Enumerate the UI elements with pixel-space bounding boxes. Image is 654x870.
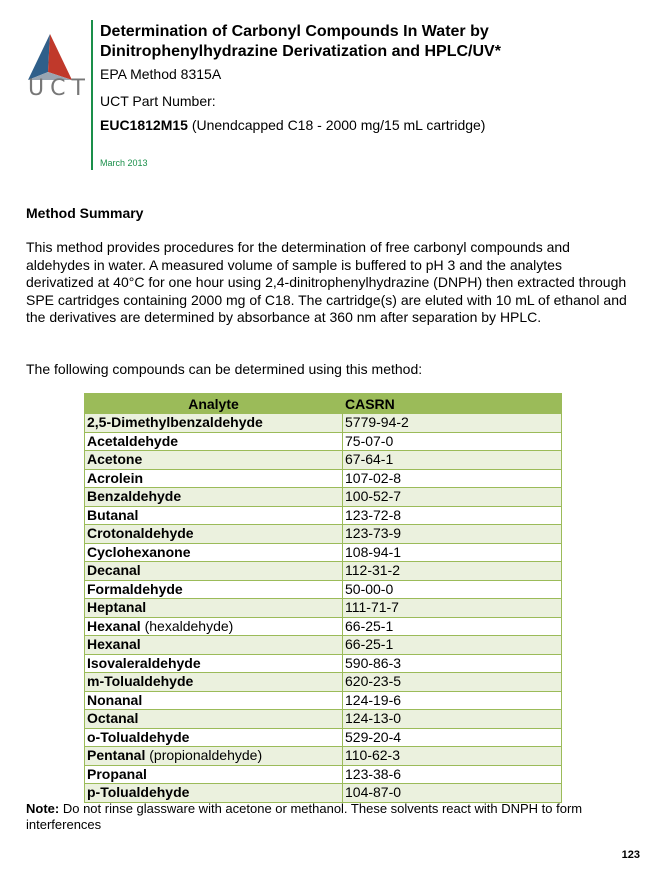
- analyte-cell: [85, 580, 343, 599]
- header-divider: [91, 20, 93, 170]
- analyte-name: Acetone: [87, 451, 143, 468]
- casrn-header: CASRN: [343, 394, 562, 414]
- casrn-cell: 108-94-1: [343, 543, 562, 562]
- analyte-name: Octanal: [87, 710, 139, 727]
- part-label: UCT Part Number:: [100, 93, 216, 109]
- analyte-name: m-Tolualdehyde: [87, 673, 194, 690]
- table-intro: The following compounds can be determined using this method:: [26, 361, 423, 377]
- table-row: [85, 728, 562, 747]
- casrn-cell: 123-73-9: [343, 525, 562, 544]
- analyte-name: Hexanal: [87, 617, 141, 634]
- table-row: [85, 469, 562, 488]
- table-row: [85, 432, 562, 451]
- table-row: [85, 451, 562, 470]
- analyte-cell: [85, 414, 343, 433]
- analyte-cell: [85, 691, 343, 710]
- epa-method: EPA Method 8315A: [100, 66, 222, 82]
- analyte-name: Propanal: [87, 765, 147, 782]
- casrn-cell: 112-31-2: [343, 562, 562, 581]
- analyte-name: Crotonaldehyde: [87, 525, 194, 542]
- analyte-cell: [85, 469, 343, 488]
- analyte-cell: [85, 673, 343, 692]
- analyte-name: Pentanal: [87, 747, 146, 764]
- casrn-cell: 66-25-1: [343, 636, 562, 655]
- section-title: Method Summary: [26, 205, 144, 221]
- analyte-cell: [85, 562, 343, 581]
- analyte-cell: [85, 432, 343, 451]
- analyte-name: Heptanal: [87, 599, 147, 616]
- table-row: [85, 414, 562, 433]
- analyte-cell: [85, 710, 343, 729]
- casrn-cell: 123-38-6: [343, 765, 562, 784]
- analyte-cell: [85, 525, 343, 544]
- casrn-cell: 104-87-0: [343, 784, 562, 803]
- analyte-name: Decanal: [87, 562, 141, 579]
- casrn-cell: 123-72-8: [343, 506, 562, 525]
- casrn-cell: 75-07-0: [343, 432, 562, 451]
- analyte-name: o-Tolualdehyde: [87, 728, 190, 745]
- table-row: [85, 784, 562, 803]
- casrn-cell: 100-52-7: [343, 488, 562, 507]
- table-row: [85, 562, 562, 581]
- part-number-line: [100, 117, 640, 133]
- table-row: [85, 599, 562, 618]
- table-row: [85, 543, 562, 562]
- analyte-cell: [85, 784, 343, 803]
- document-title-line2: Dinitrophenylhydrazine Derivatization and HPLC/UV*: [100, 43, 501, 60]
- casrn-cell: 124-19-6: [343, 691, 562, 710]
- analyte-header: Analyte: [85, 394, 343, 414]
- analyte-cell: [85, 451, 343, 470]
- table-row: [85, 580, 562, 599]
- table-row: [85, 691, 562, 710]
- casrn-cell: 620-23-5: [343, 673, 562, 692]
- casrn-cell: 66-25-1: [343, 617, 562, 636]
- table-row: [85, 525, 562, 544]
- analyte-name: Formaldehyde: [87, 580, 183, 597]
- document-title-line1: Determination of Carbonyl Compounds In Water by: [100, 23, 489, 40]
- analyte-cell: [85, 747, 343, 766]
- casrn-cell: 5779-94-2: [343, 414, 562, 433]
- casrn-cell: 50-00-0: [343, 580, 562, 599]
- table-row: [85, 654, 562, 673]
- page-number: 123: [621, 849, 640, 861]
- table-header-row: [85, 394, 562, 414]
- analyte-cell: [85, 617, 343, 636]
- analyte-name: Butanal: [87, 506, 139, 523]
- analyte-name: p-Tolualdehyde: [87, 784, 190, 801]
- casrn-cell: 590-86-3: [343, 654, 562, 673]
- analyte-name: Hexanal: [87, 636, 141, 653]
- table-row: [85, 506, 562, 525]
- table-row: [85, 636, 562, 655]
- table-row: [85, 488, 562, 507]
- table-row: [85, 617, 562, 636]
- analyte-cell: [85, 543, 343, 562]
- part-description: (Unendcapped C18 - 2000 mg/15 mL cartridge): [191, 117, 486, 133]
- analyte-synonym: (hexaldehyde): [144, 617, 234, 634]
- table-row: [85, 747, 562, 766]
- header: [100, 22, 640, 133]
- analyte-cell: [85, 728, 343, 747]
- analyte-table: [84, 393, 562, 803]
- analyte-name: Acrolein: [87, 469, 144, 486]
- analyte-cell: [85, 506, 343, 525]
- analyte-name: Cyclohexanone: [87, 543, 191, 560]
- casrn-cell: 67-64-1: [343, 451, 562, 470]
- logo-text: UCT: [28, 76, 91, 101]
- casrn-cell: 529-20-4: [343, 728, 562, 747]
- analyte-cell: [85, 599, 343, 618]
- note-text: Do not rinse glassware with acetone or methanol. These solvents react with DNPH to form interferences: [26, 801, 583, 832]
- table-row: [85, 710, 562, 729]
- casrn-cell: 111-71-7: [343, 599, 562, 618]
- casrn-cell: 107-02-8: [343, 469, 562, 488]
- analyte-cell: [85, 636, 343, 655]
- casrn-cell: 110-62-3: [343, 747, 562, 766]
- analyte-name: 2,5-Dimethylbenzaldehyde: [87, 414, 263, 431]
- analyte-cell: [85, 488, 343, 507]
- analyte-cell: [85, 654, 343, 673]
- casrn-cell: 124-13-0: [343, 710, 562, 729]
- document-date: March 2013: [100, 158, 148, 168]
- part-number: EUC1812M15: [100, 117, 188, 133]
- note: [26, 801, 596, 833]
- analyte-name: Nonanal: [87, 691, 143, 708]
- analyte-name: Isovaleraldehyde: [87, 654, 201, 671]
- analyte-name: Benzaldehyde: [87, 488, 182, 505]
- table-row: [85, 673, 562, 692]
- analyte-cell: [85, 765, 343, 784]
- summary-paragraph: This method provides procedures for the determination of free carbonyl compounds and aldehydes in water. A measured volume of sample is buffered to pH 3 and the analytes derivatized at 40°C for one hour using 2,4-dinitrophenylhydrazine (DNPH) then extracted through SPE cartridges containing 2000 mg of C18. The cartridge(s) are eluted with 10 mL of ethanol and the derivatives are determined by absorbance at 360 nm after separation by HPLC.: [26, 239, 627, 326]
- analyte-synonym: (propionaldehyde): [149, 747, 263, 764]
- analyte-name: Acetaldehyde: [87, 432, 179, 449]
- note-label: Note:: [26, 801, 60, 816]
- table-row: [85, 765, 562, 784]
